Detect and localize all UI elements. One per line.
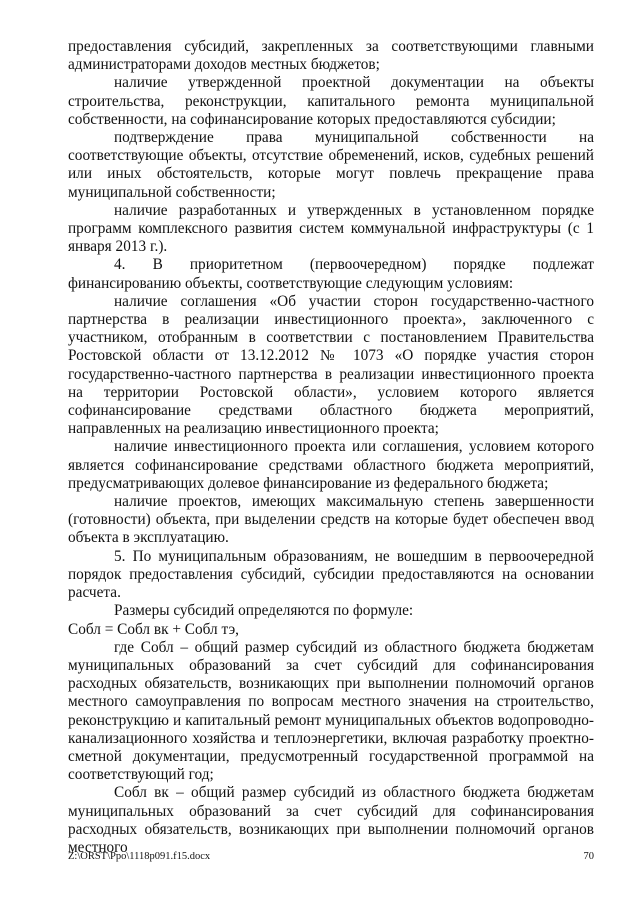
definition-sobl-vk: Собл вк – общий размер субсидий из областного бюджета бюджетам муниципальных образований за счет субсидий для софинансирования расходных обязательств, возникающих при выполнении полномочий органов местного	[68, 784, 594, 856]
footer-file-path: Z:\ORST\Ppo\1118p091.f15.docx	[68, 851, 211, 862]
definition-sobl: где Собл – общий размер субсидий из областного бюджета бюджетам муниципальных образований за счет субсидий для софинансирования расходных обязательств, возникающих при выполнении полномочий органов местного самоуправления по вопросам местного значения на строительство, реконструкцию и капитальный ремонт муниципальных объектов водопроводно-канализационного хозяйства и теплоэнергетики, включая разработку проектно-сметной документации, предусмотренный государственной программой на соответствующий год;	[68, 638, 594, 784]
paragraph-continuation: предоставления субсидий, закрепленных за соответствующими главными администраторами доходов местных бюджетов;	[68, 38, 594, 74]
page-number: 70	[583, 851, 594, 862]
paragraph-ppp-agreement: наличие соглашения «Об участии сторон государственно-частного партнерства в реализации инвестиционного проекта», заключенного с участником, отобранным в соответствии с постановлением Правительства Ростовской области от 13.12.2012 № 1073 «О порядке участия сторон государственно-частного партнерства в реализации инвестиционного проекта на территории Ростовской области», условием которого является софинансирование средствами областного бюджета мероприятий, направленных на реализацию инвестиционного проекта;	[68, 292, 594, 438]
formula: Собл = Собл вк + Собл тэ,	[68, 620, 239, 638]
paragraph-item-5-calculation: 5. По муниципальным образованиям, не вошедшим в первоочередной порядок предоставления субсидий, субсидии предоставляются на основании расчета.	[68, 547, 594, 602]
paragraph-item-4-priority: 4. В приоритетном (первоочередном) порядке подлежат финансированию объекты, соответствующие следующим условиям:	[68, 256, 594, 292]
paragraph-formula-intro: Размеры субсидий определяются по формуле:	[114, 602, 414, 620]
paragraph-ownership-confirmation: подтверждение права муниципальной собственности на соответствующие объекты, отсутствие обременений, исков, судебных решений или иных обстоятельств, которые могут повлечь прекращение права муниципальной собственности;	[68, 129, 594, 201]
paragraph-investment-project: наличие инвестиционного проекта или соглашения, условием которого является софинансирование средствами областного бюджета мероприятий, предусматривающих долевое финансирование из федерального бюджета;	[68, 438, 594, 492]
document-body	[68, 38, 594, 857]
paragraph-infrastructure-programs: наличие разработанных и утвержденных в установленном порядке программ комплексного развития систем коммунальной инфраструктуры (с 1 января 2013 г.).	[68, 201, 594, 256]
paragraph-project-documentation: наличие утвержденной проектной документации на объекты строительства, реконструкции, капитального ремонта муниципальной собственности, на софинансирование которых предоставляются субсидии;	[68, 74, 594, 128]
page-footer	[68, 851, 594, 865]
paragraph-completion-readiness: наличие проектов, имеющих максимальную степень завершенности (готовности) объекта, при выделении средств на которые будет обеспечен ввод объекта в эксплуатацию.	[68, 493, 594, 547]
